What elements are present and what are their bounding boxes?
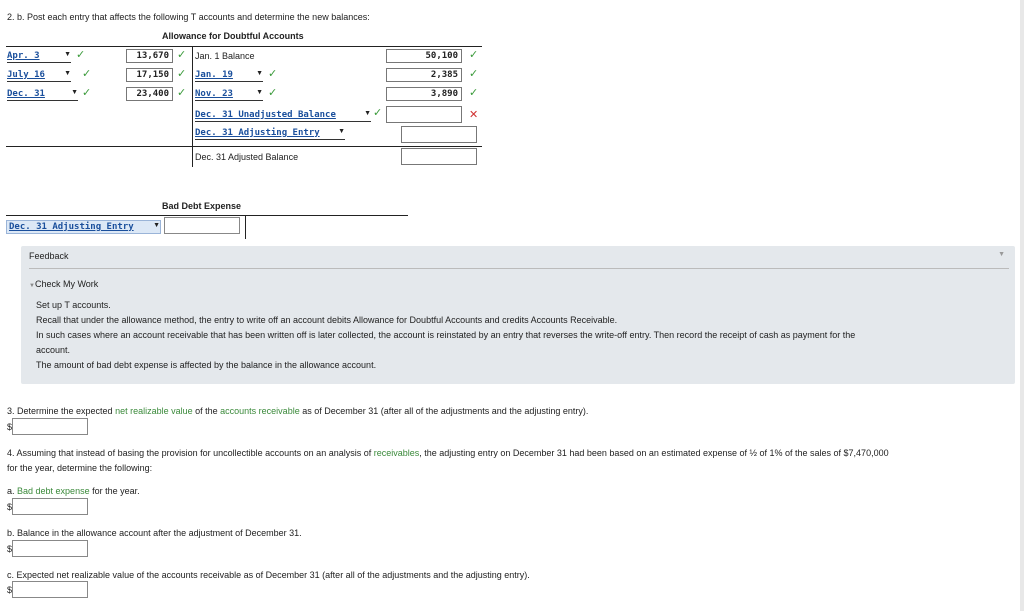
- right-amount-input-5[interactable]: [401, 126, 477, 143]
- t-account-top-line: [6, 215, 408, 216]
- right-amount-input-2[interactable]: 2,385: [386, 68, 462, 82]
- right-date-select-2[interactable]: [195, 69, 263, 82]
- question-4a: [7, 486, 140, 496]
- check-icon: ✓: [469, 68, 479, 80]
- page-scrollbar[interactable]: [1020, 0, 1024, 611]
- right-date-2: Jan. 19: [195, 70, 233, 80]
- chevron-down-icon: ▼: [153, 222, 160, 229]
- right-date-3: Nov. 23: [195, 89, 233, 99]
- left-amount-input-3[interactable]: 23,400: [126, 87, 173, 101]
- left-amount-input-1[interactable]: 13,670: [126, 49, 173, 63]
- q4a-answer-input[interactable]: [12, 498, 88, 515]
- question-3: [7, 406, 588, 416]
- bad-debt-date: Dec. 31 Adjusting Entry: [9, 222, 134, 232]
- right-amount-input-1[interactable]: 50,100: [386, 49, 462, 63]
- t-account-divider: [245, 215, 246, 239]
- left-date-select-1[interactable]: [7, 50, 71, 63]
- check-icon: ✓: [177, 68, 187, 80]
- chevron-down-icon: ▼: [64, 51, 71, 58]
- bad-debt-date-select[interactable]: [6, 220, 161, 234]
- check-icon: ✓: [268, 68, 278, 80]
- check-icon: ✓: [177, 49, 187, 61]
- q3-answer-input[interactable]: [12, 418, 88, 435]
- check-my-work-label: Check My Work: [34, 279, 99, 289]
- right-date-select-5[interactable]: [195, 127, 345, 140]
- triangle-down-icon: ▼: [29, 283, 35, 289]
- question-4b: b. Balance in the allowance account after the adjustment of December 31.: [7, 528, 302, 538]
- left-date-2: July 16: [7, 70, 45, 80]
- right-date-5: Dec. 31 Adjusting Entry: [195, 128, 320, 138]
- check-icon: ✓: [76, 49, 86, 61]
- chevron-down-icon: ▼: [338, 128, 345, 135]
- q4c-answer-input[interactable]: [12, 581, 88, 598]
- right-date-4: Dec. 31 Unadjusted Balance: [195, 110, 336, 120]
- allowance-title: Allowance for Doubtful Accounts: [162, 31, 304, 41]
- check-icon: ✓: [268, 87, 278, 99]
- check-icon: ✓: [82, 87, 92, 99]
- collapse-icon[interactable]: ▼: [998, 251, 1005, 258]
- chevron-down-icon: ▼: [256, 89, 263, 96]
- currency-symbol: $: [7, 544, 13, 554]
- currency-symbol: $: [7, 502, 13, 512]
- right-amount-input-6[interactable]: [401, 148, 477, 165]
- feedback-text: [36, 298, 996, 373]
- chevron-down-icon: ▼: [64, 70, 71, 77]
- currency-symbol: $: [7, 422, 13, 432]
- right-date-select-3[interactable]: [195, 88, 263, 101]
- check-icon: ✓: [82, 68, 92, 80]
- check-my-work-toggle[interactable]: [29, 279, 98, 289]
- feedback-line: The amount of bad debt expense is affected by the balance in the allowance account.: [36, 360, 377, 370]
- right-amount-input-4[interactable]: [386, 106, 462, 123]
- q4-prefix: 4. Assuming that instead of basing the provision for uncollectible accounts on an analysis of: [7, 448, 374, 458]
- question-4c: c. Expected net realizable value of the accounts receivable as of December 31 (after all of the adjustments and the adjusting entry).: [7, 570, 530, 580]
- feedback-line: Recall that under the allowance method, the entry to write off an account debits Allowance for Doubtful Accounts and credits Accounts Receivable.: [36, 315, 618, 325]
- right-amount-input-3[interactable]: 3,890: [386, 87, 462, 101]
- right-label-1: Jan. 1 Balance: [195, 51, 255, 61]
- cross-icon: ✕: [469, 109, 479, 121]
- feedback-line: account.: [36, 345, 71, 355]
- feedback-label: Feedback: [29, 251, 69, 261]
- left-date-select-3[interactable]: [7, 88, 78, 101]
- bad-debt-amount-input[interactable]: [164, 217, 240, 234]
- q4b-answer-input[interactable]: [12, 540, 88, 557]
- left-amount-input-2[interactable]: 17,150: [126, 68, 173, 82]
- check-icon: ✓: [177, 87, 187, 99]
- check-icon: ✓: [469, 87, 479, 99]
- q3-prefix: 3. Determine the expected: [7, 406, 116, 416]
- left-date-select-2[interactable]: [7, 69, 71, 82]
- q3-term-accounts-receivable[interactable]: accounts receivable: [220, 406, 300, 416]
- question-4: [7, 448, 1017, 458]
- q3-mid: of the: [192, 406, 221, 416]
- check-icon: ✓: [373, 107, 383, 119]
- q4-term-receivables[interactable]: receivables: [373, 448, 420, 458]
- chevron-down-icon: ▼: [364, 110, 371, 117]
- q3-suffix: as of December 31 (after all of the adjustments and the adjusting entry).: [299, 406, 589, 416]
- q4-suffix: , the adjusting entry on December 31 had been based on an estimated expense of ½ of 1% of the sales of $7,470,000: [419, 448, 889, 458]
- right-date-select-4[interactable]: [195, 109, 371, 122]
- q4a-prefix: a.: [7, 486, 18, 496]
- right-label-6: Dec. 31 Adjusted Balance: [195, 152, 299, 162]
- q3-term-net-realizable-value[interactable]: net realizable value: [115, 406, 193, 416]
- question-heading: 2. b. Post each entry that affects the following T accounts and determine the new balances:: [7, 12, 370, 22]
- q4a-suffix: for the year.: [89, 486, 140, 496]
- bad-debt-title: Bad Debt Expense: [162, 201, 242, 211]
- left-date-1: Apr. 3: [7, 51, 40, 61]
- q4a-term-bad-debt-expense[interactable]: Bad debt expense: [17, 486, 90, 496]
- feedback-divider: [29, 268, 1009, 269]
- t-account-total-line: [6, 146, 482, 147]
- feedback-line: Set up T accounts.: [36, 300, 111, 310]
- feedback-line: In such cases where an account receivable that has been written off is later collected, the account is reinstated by an entry that reverses the write-off entry. Then record the receipt of cash as payment for the: [36, 330, 856, 340]
- left-date-3: Dec. 31: [7, 89, 45, 99]
- t-account-top-line: [6, 46, 482, 47]
- feedback-panel: [21, 246, 1015, 384]
- chevron-down-icon: ▼: [256, 70, 263, 77]
- question-4-line2: for the year, determine the following:: [7, 463, 153, 473]
- chevron-down-icon: ▼: [71, 89, 78, 96]
- t-account-divider: [192, 46, 193, 167]
- currency-symbol: $: [7, 585, 13, 595]
- check-icon: ✓: [469, 49, 479, 61]
